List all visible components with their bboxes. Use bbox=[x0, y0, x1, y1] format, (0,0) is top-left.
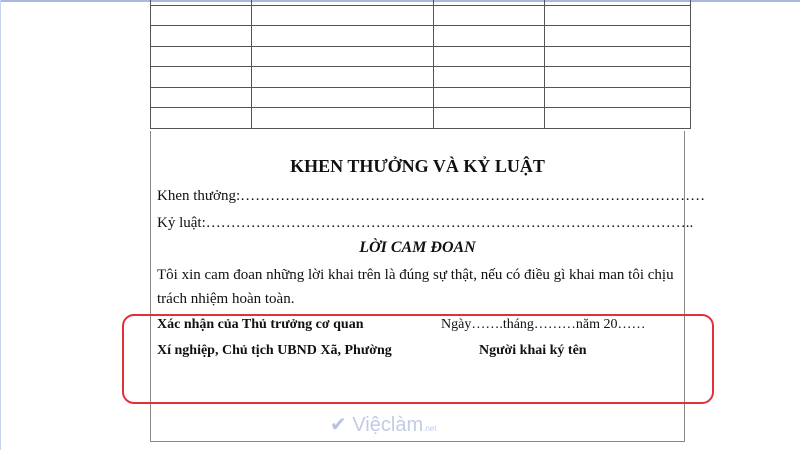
table-row bbox=[151, 108, 691, 129]
table-cell bbox=[252, 46, 434, 67]
table-cell bbox=[545, 46, 691, 67]
table-row bbox=[151, 26, 691, 47]
watermark-text: Việclàm bbox=[352, 414, 424, 436]
table-row bbox=[151, 67, 691, 88]
table-cell bbox=[252, 5, 434, 26]
pledge-title: LỜI CAM ĐOAN bbox=[359, 239, 476, 256]
highlight-box bbox=[122, 314, 714, 404]
table-cell bbox=[151, 46, 252, 67]
pledge-text-line2: trách nhiệm hoàn toàn. bbox=[157, 291, 295, 307]
window-left-border bbox=[0, 0, 1, 450]
table-cell bbox=[434, 46, 545, 67]
table-cell bbox=[151, 87, 252, 108]
table-cell bbox=[545, 5, 691, 26]
table-cell bbox=[151, 67, 252, 88]
table-cell bbox=[434, 5, 545, 26]
watermark-suffix: .net bbox=[423, 424, 437, 433]
table-row bbox=[151, 46, 691, 67]
table-cell bbox=[252, 67, 434, 88]
table-cell bbox=[434, 87, 545, 108]
signer-label: Người khai ký tên bbox=[479, 343, 587, 358]
table-cell bbox=[434, 26, 545, 47]
table-cell bbox=[545, 108, 691, 129]
table-row bbox=[151, 87, 691, 108]
table-cell bbox=[252, 26, 434, 47]
table-row bbox=[151, 5, 691, 26]
table-cell bbox=[252, 108, 434, 129]
table-cell bbox=[151, 5, 252, 26]
watermark-check-icon: ✔ bbox=[330, 414, 347, 436]
date-line: Ngày…….tháng………năm 20…… bbox=[441, 317, 646, 332]
table-cell bbox=[545, 87, 691, 108]
section-title: KHEN THƯỞNG VÀ KỶ LUẬT bbox=[290, 156, 545, 176]
table-cell bbox=[151, 108, 252, 129]
confirm-label-line2: Xí nghiệp, Chủ tịch UBND Xã, Phường bbox=[157, 343, 392, 358]
discipline-field: Kỷ luật:…………………………………………………………………………………….. bbox=[157, 215, 694, 231]
table-cell bbox=[545, 67, 691, 88]
table-cell bbox=[252, 87, 434, 108]
pledge-text-line1: Tôi xin cam đoan những lời khai trên là đúng sự thật, nếu có điều gì khai man tôi chịu bbox=[157, 267, 674, 283]
table-cell bbox=[151, 26, 252, 47]
table-cell bbox=[434, 67, 545, 88]
table-cell bbox=[545, 26, 691, 47]
reward-field: Khen thưởng:………………………………………………………………………………… bbox=[157, 188, 706, 204]
table-cell bbox=[434, 108, 545, 129]
confirm-label-line1: Xác nhận của Thủ trưởng cơ quan bbox=[157, 317, 364, 332]
watermark-logo bbox=[330, 412, 436, 437]
history-table bbox=[150, 0, 691, 129]
